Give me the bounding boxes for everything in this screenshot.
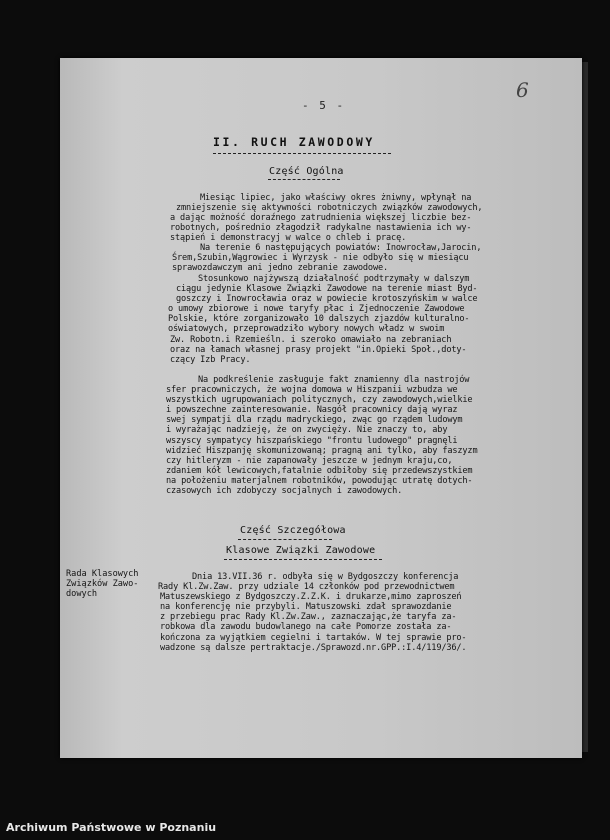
paragraph-2 [156, 243, 556, 273]
text-line: robotnych, pośrednio złagodził radykalne nastawienia ich wy- [170, 223, 472, 234]
text-line: sprawozdawczym ani jedno zebranie zawodowe. [172, 263, 389, 274]
text-line: czasowych ich zdobyczy socjalnych i zawodowych. [166, 486, 403, 497]
section-general-underline [268, 179, 340, 180]
text-line: Rady Kl.Zw.Zaw. przy udziale 14 członków pod przewodnictwem [158, 582, 455, 593]
text-line: Polskie, które zorganizowało 10 dalszych zjazdów kulturalno- [168, 314, 470, 325]
text-line: wadzone są dalsze pertraktacje./Sprawozd.nr.GPP.:I.4/119/36/. [160, 642, 467, 653]
text-line: i wyrażając nadzieję, że on zwycięży. Nie znaczy to, aby [166, 425, 448, 436]
paragraph-3 [156, 274, 556, 365]
paragraph-detailed [156, 572, 556, 653]
text-line: widzieć Hiszpanję skomunizowaną; pragną ani tylko, aby faszyzm [166, 445, 478, 456]
text-line: zmniejszenie się aktywności robotniczych związków zawodowych, [176, 203, 483, 214]
archive-page-number: 6 [516, 78, 529, 102]
text-line: wszystkich ugrupowaniach politycznych, czy zawodowych,wielkie [166, 395, 473, 406]
section-detailed-subtitle: Klasowe Związki Zawodowe [226, 545, 376, 556]
margin-note [66, 569, 138, 599]
text-line: wszyscy sympatycy hiszpańskiego "frontu ludowego" pragnęli [166, 435, 458, 446]
text-line: oświatowych, przeprowadziło wybory nowych władz w swoim [168, 324, 445, 335]
margin-note-line: Związków Zawo- [66, 579, 139, 589]
text-line: goszczy i Inowrocławia oraz w powiecie krotoszyńskim w walce [176, 294, 478, 305]
text-line: a dając możność doraźnego zatrudnienia większej liczbie bez- [170, 213, 472, 224]
text-line: Na terenie 6 następujących powiatów: Inowrocław,Jarocin, [200, 243, 482, 253]
margin-note-line: Rada Klasowych [66, 569, 139, 579]
text-line: robkowa dla zawodu budowlanego na całe Pomorze została za- [160, 622, 452, 633]
section-general-title: Część Ogólna [269, 166, 344, 177]
text-line: kończona za wyjątkiem cegielni i tartaków. W tej sprawie pro- [160, 632, 467, 643]
text-line: swej sympatji dla rządu madryckiego, zwąc go rządem ludowym [166, 415, 463, 426]
text-line: Matuszewskiego z Bydgoszczy.Z.Z.K. i drukarze,mimo zaproszeń [160, 592, 462, 603]
text-line: i powszechne zainteresowanie. Nasgół pracownicy dają wyraz [166, 405, 458, 416]
archive-footer-label: Archiwum Państwowe w Poznaniu [6, 821, 217, 834]
text-line: czący Izb Pracy. [170, 354, 251, 365]
text-line: na konferencję nie przybyli. Matuszowski zdał sprawozdanie [160, 602, 452, 613]
section-detailed-title: Część Szczegółowa [240, 525, 346, 536]
heading-underline [213, 153, 391, 154]
text-line: o umowy zbiorowe i nowe taryfy płac i Zjednoczenie Zawodowe [168, 304, 465, 315]
text-line: oraz na łamach własnej prasy projekt "in.Opieki Społ.,doty- [170, 344, 467, 355]
text-line: na położeniu materjalnem robotników, powodując utratę dotych- [166, 475, 473, 486]
text-line: Na podkreślenie zasługuje fakt znamienny dla nastrojów [198, 375, 470, 385]
text-line: czy hitleryzm - nie zapanowały jeszcze w jednym kraju,co, [166, 455, 453, 466]
paragraph-4 [156, 375, 556, 496]
text-line: Miesiąc lipiec, jako właściwy okres żniwny, wpłynął na [200, 193, 472, 203]
text-line: zdaniem kół lewicowych,fatalnie odbiłoby się przedewszystkiem [166, 465, 473, 476]
main-heading: II. RUCH ZAWODOWY [213, 135, 375, 149]
paragraph-1 [156, 193, 556, 243]
text-line: ciągu jedynie Klasowe Związki Zawodowe na terenie miast Byd- [176, 284, 478, 295]
text-line: Stosunkowo najżywszą działalność podtrzymały w dalszym [198, 274, 470, 284]
page-number: - 5 - [302, 99, 346, 112]
text-line: Zw. Robotn.i Rzemieśln. i szeroko omawiało na zebraniach [170, 334, 452, 345]
text-line: Śrem,Szubin,Wągrowiec i Wyrzysk - nie odbyło się w miesiącu [172, 253, 469, 264]
text-line: Dnia 13.VII.36 r. odbyła się w Bydgoszczy konferencja [192, 572, 459, 582]
text-line: stąpień i demonstracyj w walce o chleb i pracę. [170, 233, 407, 244]
section-detailed-underline [238, 539, 332, 540]
margin-note-line: dowych [66, 589, 98, 599]
text-line: sfer pracowniczych, że wojna domowa w Hiszpanii wzbudza we [166, 385, 458, 396]
section-detailed-subtitle-underline [224, 559, 382, 560]
text-line: z przebiegu prac Rady Kl.Zw.Zaw., zaznaczając,że taryfa za- [160, 612, 457, 623]
